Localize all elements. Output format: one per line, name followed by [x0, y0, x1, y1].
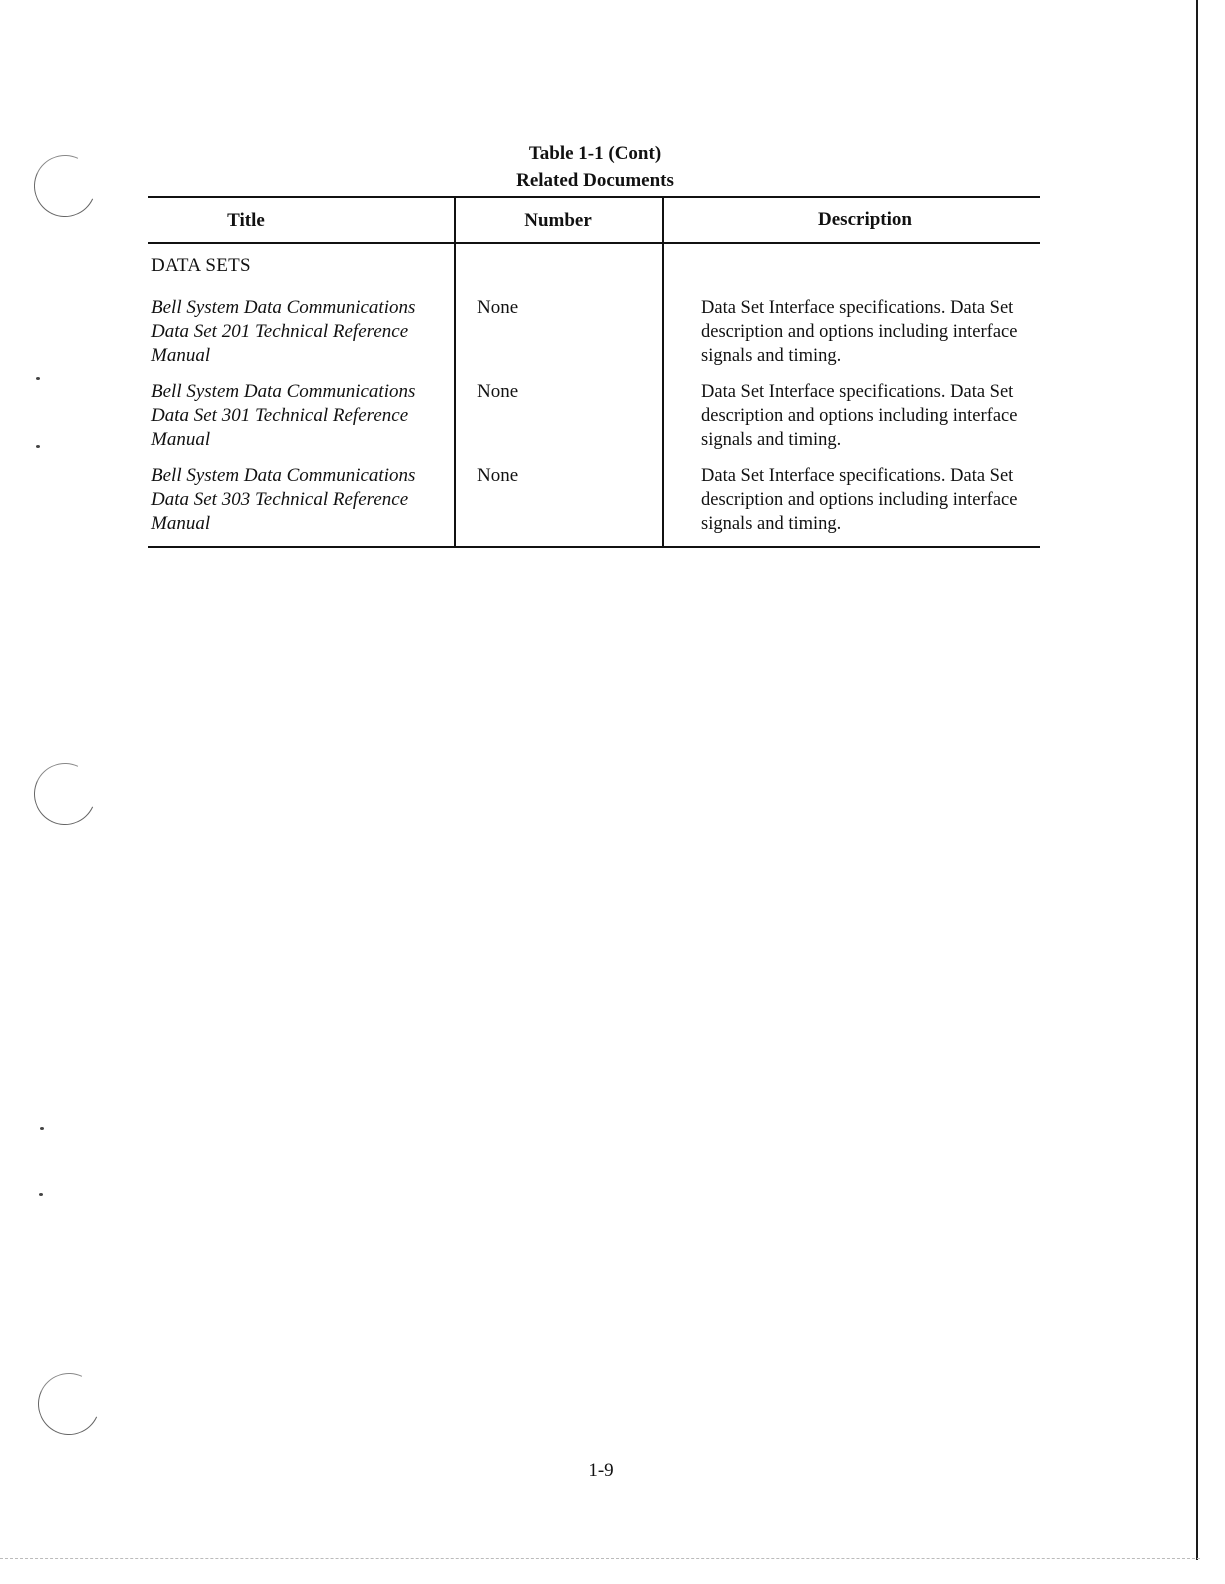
- description-line: description and options including interface: [701, 490, 1018, 510]
- document-title-line: Bell System Data Communications: [151, 465, 416, 486]
- description-line: signals and timing.: [701, 346, 842, 366]
- description-line: signals and timing.: [701, 514, 842, 534]
- description-line: Data Set Interface specifications. Data Set: [701, 382, 1014, 402]
- document-number: None: [477, 381, 519, 402]
- column-header-description: Description: [818, 209, 912, 230]
- description-line: Data Set Interface specifications. Data Set: [701, 466, 1014, 486]
- description-line: description and options including interface: [701, 406, 1018, 426]
- document-title-line: Manual: [151, 345, 211, 366]
- document-number: None: [477, 465, 519, 486]
- document-description: [701, 296, 1041, 368]
- document-title: [151, 380, 451, 452]
- document-title-line: Data Set 201 Technical Reference: [151, 321, 409, 342]
- document-title-line: Data Set 301 Technical Reference: [151, 405, 409, 426]
- table-header-rule: [148, 242, 1040, 244]
- punch-hole-mark: [29, 1364, 108, 1443]
- table-bottom-rule: [148, 546, 1040, 548]
- related-documents-table: [148, 196, 1040, 548]
- page-bottom-edge: [0, 1558, 1200, 1559]
- document-title-line: Bell System Data Communications: [151, 297, 416, 318]
- scan-speck: [36, 445, 40, 448]
- column-header-number: Number: [524, 210, 592, 231]
- page-edge: [1196, 0, 1198, 1560]
- scan-speck: [39, 1193, 43, 1196]
- page-number: 1-9: [588, 1460, 614, 1481]
- document-title-line: Data Set 303 Technical Reference: [151, 489, 409, 510]
- table-row: [148, 380, 1040, 454]
- description-line: description and options including interface: [701, 322, 1018, 342]
- scan-speck: [36, 377, 40, 380]
- table-top-rule: [148, 196, 1040, 198]
- document-title-line: Manual: [151, 513, 211, 534]
- table-caption-number: Table 1-1 (Cont): [528, 143, 662, 164]
- document-description: [701, 380, 1041, 452]
- document-number: None: [477, 297, 519, 318]
- punch-hole-mark: [25, 754, 104, 833]
- document-description: [701, 464, 1041, 536]
- description-line: Data Set Interface specifications. Data Set: [701, 298, 1014, 318]
- section-heading: DATA SETS: [151, 255, 251, 276]
- document-title: [151, 464, 451, 536]
- document-title-line: Bell System Data Communications: [151, 381, 416, 402]
- column-header-title: Title: [227, 210, 265, 231]
- table-caption-title: Related Documents: [516, 170, 674, 191]
- document-title: [151, 296, 451, 368]
- document-title-line: Manual: [151, 429, 211, 450]
- table-row: [148, 464, 1040, 538]
- scan-speck: [40, 1127, 44, 1130]
- description-line: signals and timing.: [701, 430, 842, 450]
- table-row: [148, 296, 1040, 370]
